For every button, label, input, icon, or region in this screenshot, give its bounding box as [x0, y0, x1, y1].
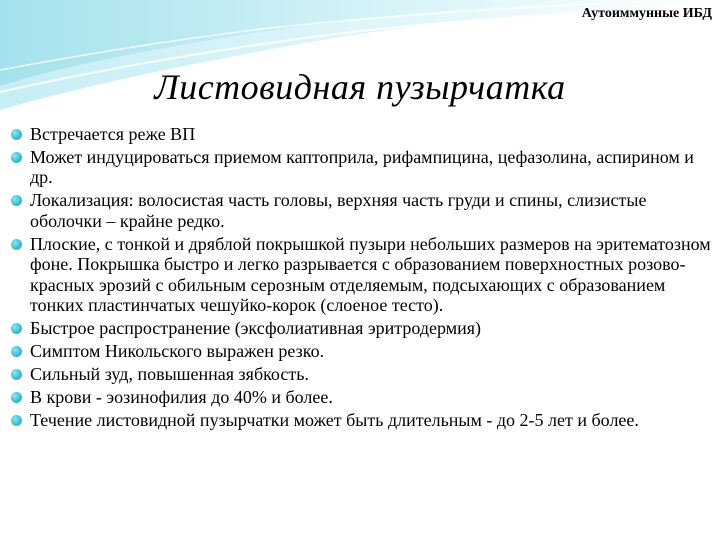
bullet-item — [10, 387, 718, 407]
bullet-item — [10, 318, 718, 338]
bullet-text: Плоские, с тонкой и дряблой покрышкой пузыри небольших размеров на эритематозном фоне. Покрышка быстро и легко разрывается с образованием поверхностных розово-красных эрозий с обильным серозным отделяемым, подсыхающих с образованием тонких пластинчатых чешуйко-корок (слоеное тесто). — [30, 233, 711, 316]
bullet-text: Встречается реже ВП — [30, 124, 196, 144]
slide-title: Листовидная пузырчатка — [154, 67, 566, 107]
bullet-item — [10, 341, 718, 361]
bullet-text: Локализация: волосистая часть головы, верхняя часть груди и спины, слизистые оболочки – крайне редко. — [30, 190, 647, 231]
bullet-text: Может индуцироваться приемом каптоприла, рифампицина, цефазолина, аспирином и др. — [30, 147, 694, 188]
bullet-text: Сильный зуд, повышенная зябкость. — [30, 364, 309, 385]
bullet-item — [10, 234, 718, 316]
bullet-dot-icon — [11, 152, 22, 163]
bullet-dot-icon — [11, 129, 22, 140]
bullet-dot-icon — [11, 392, 22, 403]
bullet-dot-icon — [11, 346, 22, 357]
bullet-list — [10, 124, 718, 433]
bullet-dot-icon — [11, 239, 22, 250]
bullet-item — [10, 190, 718, 231]
bullet-text: Течение листовидной пузырчатки может быть длительным - до 2-5 лет и более. — [30, 410, 639, 431]
bullet-text: Быстрое распространение (эксфолиативная эритродермия) — [30, 318, 482, 339]
bullet-text: Симптом Никольского выражен резко. — [30, 341, 325, 362]
bullet-item — [10, 147, 718, 188]
section-label: Аутоиммунные ИБД — [581, 6, 712, 21]
bullet-dot-icon — [11, 369, 22, 380]
bullet-item — [10, 410, 718, 430]
bullet-dot-icon — [11, 195, 22, 206]
bullet-text: В крови - эозинофилия до 40% и более. — [30, 387, 333, 408]
bullet-dot-icon — [11, 323, 22, 334]
bullet-item — [10, 364, 718, 384]
bullet-item — [10, 124, 718, 144]
bullet-dot-icon — [11, 415, 22, 426]
